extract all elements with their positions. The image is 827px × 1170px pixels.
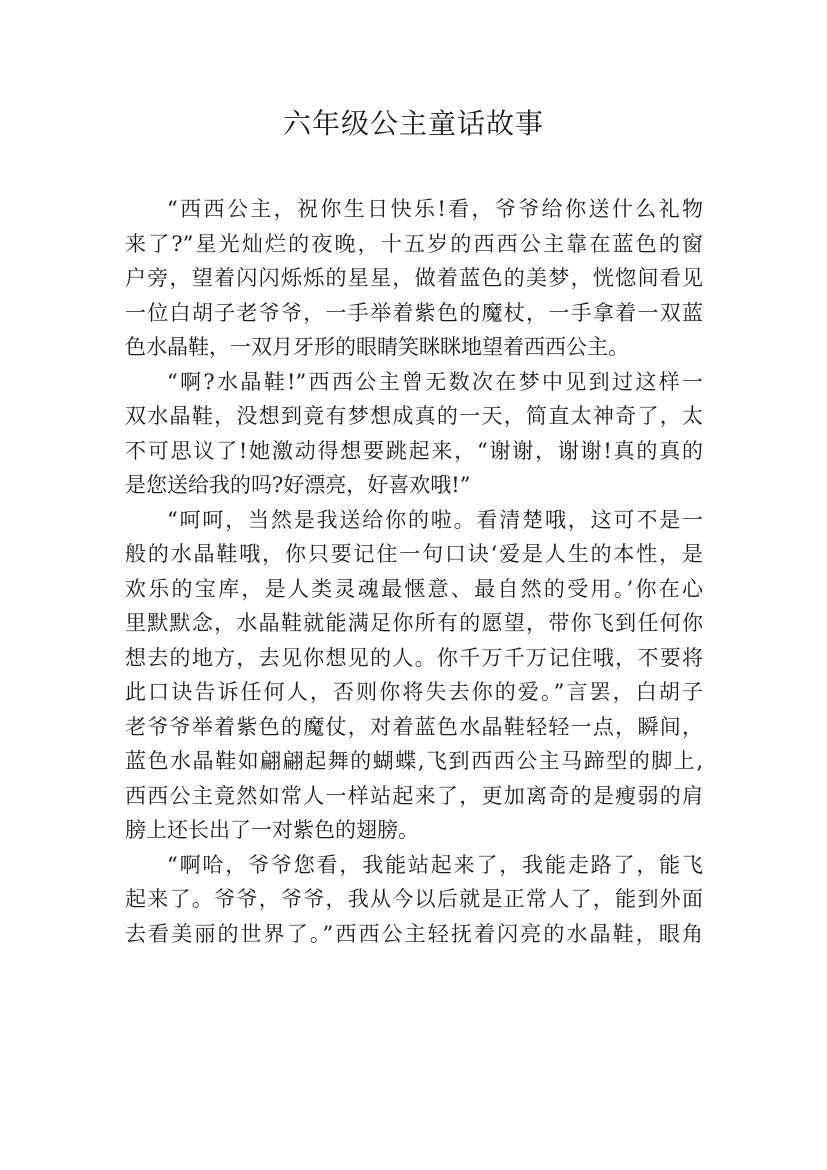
text-line: 膀上还长出了一对紫色的翅膀。 — [125, 818, 419, 842]
text-line: “啊?水晶鞋!”西西公主曾无数次在梦中见到过这样一 — [167, 369, 703, 394]
paragraph — [125, 503, 703, 848]
text-line: 来了?”星光灿烂的夜晚，十五岁的西西公主靠在蓝色的窗 — [125, 231, 703, 256]
text-line: 户旁，望着闪闪烁烁的星星，做着蓝色的美梦，恍惚间看见 — [125, 266, 703, 290]
text-line: 欢乐的宝库，是人类灵魂最惬意、最自然的受用。’你在心 — [125, 576, 703, 601]
paragraph — [125, 192, 703, 365]
document-body — [125, 192, 703, 951]
text-line: 老爷爷举着紫色的魔仗，对着蓝色水晶鞋轻轻一点，瞬间， — [125, 714, 703, 739]
text-line: 去看美丽的世界了。”西西公主轻抚着闪亮的水晶鞋，眼角 — [125, 921, 703, 946]
text-line: 想去的地方，去见你想见的人。你千万千万记住哦，不要将 — [125, 645, 703, 670]
text-line: 是您送给我的吗?好漂亮，好喜欢哦!” — [125, 473, 471, 497]
text-line: “啊哈，爷爷您看，我能站起来了，我能走路了，能飞 — [167, 852, 703, 877]
text-line: 里默默念，水晶鞋就能满足你所有的愿望，带你飞到任何你 — [125, 611, 703, 635]
text-line: 起来了。爷爷，爷爷，我从今以后就是正常人了，能到外面 — [125, 887, 703, 911]
document-title: 六年级公主童话故事 — [282, 107, 544, 140]
text-line: 蓝色水晶鞋如翩翩起舞的蝴蝶,飞到西西公主马蹄型的脚上, — [125, 749, 703, 773]
paragraph — [125, 365, 703, 503]
text-line: 不可思议了!她激动得想要跳起来，“谢谢，谢谢!真的真的 — [125, 438, 703, 463]
text-line: “呵呵，当然是我送给你的啦。看清楚哦，这可不是一 — [167, 507, 703, 532]
text-line: “西西公主，祝你生日快乐!看，爷爷给你送什么礼物 — [167, 197, 703, 221]
text-line: 般的水晶鞋哦，你只要记住一句口诀‘爱是人生的本性，是 — [125, 542, 703, 566]
text-line: 此口诀告诉任何人，否则你将失去你的爱。”言罢，白胡子 — [125, 680, 703, 704]
text-line: 西西公主竟然如常人一样站起来了，更加离奇的是瘦弱的肩 — [125, 783, 703, 808]
text-line: 一位白胡子老爷爷，一手举着紫色的魔杖，一手拿着一双蓝 — [125, 300, 703, 325]
paragraph — [125, 848, 703, 952]
text-line: 色水晶鞋，一双月牙形的眼睛笑眯眯地望着西西公主。 — [125, 335, 629, 359]
text-line: 双水晶鞋，没想到竟有梦想成真的一天，简直太神奇了，太 — [125, 404, 703, 428]
